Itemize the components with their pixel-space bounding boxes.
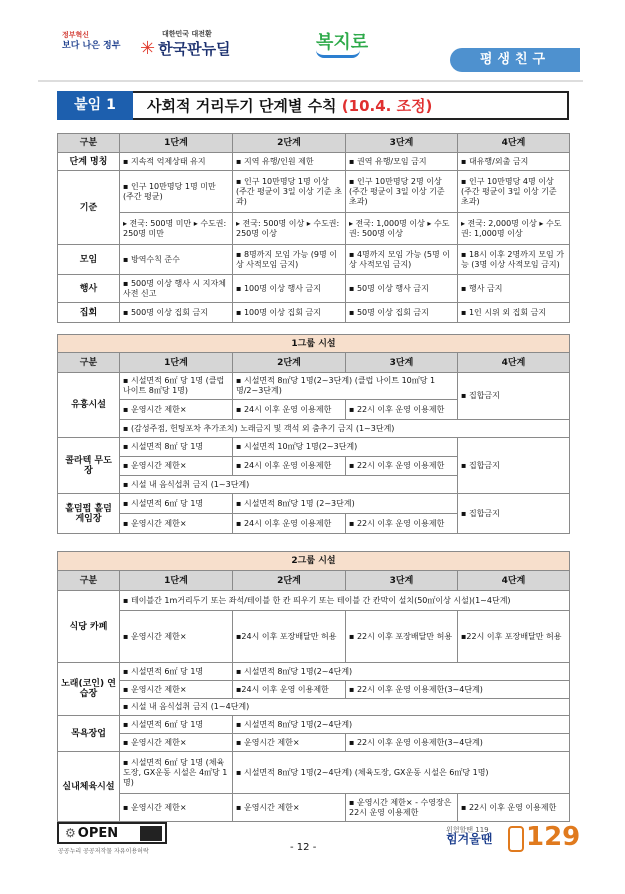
table-cell: ▪ 22시 이후 포장배달만 허용 — [346, 611, 458, 663]
row-label: 기준 — [58, 171, 120, 245]
table-cell: ▪ 시설면적 10㎡당 1명(2~3단계) — [233, 438, 458, 457]
license-type-icon — [140, 826, 162, 841]
section-tab: 평생친구 — [450, 48, 580, 72]
col-header: 3단계 — [346, 353, 458, 373]
table-cell: ▪ 8명까지 모임 가능 (9명 이상 사적모임 금지) — [233, 245, 346, 275]
page-title — [147, 95, 432, 118]
col-header: 4단계 — [458, 134, 570, 153]
col-header: 구분 — [58, 134, 120, 153]
open-gear-icon: ⚙ — [65, 826, 76, 840]
logo1-line1: 정부혁신 — [62, 31, 90, 39]
table-cell: ▪ 100명 이상 행사 금지 — [233, 275, 346, 303]
group-title: 1그룹 시설 — [58, 335, 570, 353]
hotline-text — [446, 826, 492, 844]
table-cell: ▪ 시설면적 6㎡ 당 1명 — [120, 494, 233, 514]
table-cell: ▪ 행사 금지 — [458, 275, 570, 303]
col-header: 구분 — [58, 353, 120, 373]
table-cell: ▪ 운영시간 제한× — [120, 400, 233, 420]
table-cell: ▪ 24시 이후 운영 이용제한 — [233, 400, 346, 420]
table-cell: ▪ 인구 10만명당 1명 이상 (주간 평균이 3일 이상 기준 초과) — [233, 171, 346, 213]
table-cell: ▪ 22시 이후 운영 이용제한 — [458, 794, 570, 822]
row-label: 식당 카페 — [58, 591, 120, 663]
row-label: 콜라텍 무도장 — [58, 438, 120, 494]
table-cell: ▪ 테이블간 1m거리두기 또는 좌석/테이블 한 칸 띄우기 또는 테이블 간 칸막이 설치(50㎡이상 시설)(1~4단계) — [120, 591, 570, 611]
open-license-caption: 공공누리 공공저작물 자유이용허락 — [58, 848, 149, 855]
table-cell: ▪ 인구 10만명당 1명 미만 (주간 평균) — [120, 171, 233, 213]
table-cell: ▸ 전국: 2,000명 이상 ▸ 수도권: 1,000명 이상 — [458, 213, 570, 245]
col-header: 2단계 — [233, 134, 346, 153]
group-title: 2그룹 시설 — [58, 552, 570, 571]
table-cell: ▪ 4명까지 모임 가능 (5명 이상 사적모임 금지) — [346, 245, 458, 275]
row-label: 단계 명칭 — [58, 153, 120, 171]
attachment-badge: 붙임 1 — [57, 91, 133, 120]
table-cell: ▪ 22시 이후 운영 이용제한(3~4단계) — [346, 734, 570, 752]
open-label: OPEN — [77, 826, 119, 841]
table-cell: ▪ 50명 이상 행사 금지 — [346, 275, 458, 303]
row-label: 홀덤펍 홀덤게임장 — [58, 494, 120, 534]
table-cell: ▪ 방역수칙 준수 — [120, 245, 233, 275]
table-cell: ▪ 인구 10만명당 2명 이상 (주간 평균이 3일 이상 기준 초과) — [346, 171, 458, 213]
logo2-name: 한국판뉴딜 — [158, 40, 231, 58]
new-deal-star-icon: ✳ — [140, 38, 156, 59]
table-cell: ▪ 집합금지 — [458, 494, 570, 534]
col-header: 1단계 — [120, 353, 233, 373]
table-cell: ▪ 시설면적 8㎡당 1명 (2~3단계) — [233, 494, 458, 514]
hotline-small: 위험할땐 119 — [446, 826, 489, 834]
col-header: 1단계 — [120, 571, 233, 591]
table-cell: ▪ 500명 이상 행사 시 지자체 사전 신고 — [120, 275, 233, 303]
table-cell: ▪ 운영시간 제한× — [233, 794, 346, 822]
table-cell: ▪ 시설면적 6㎡ 당 1명 (체육도장, GX운동 시설은 4㎡당 1명) — [120, 752, 233, 794]
col-header: 2단계 — [233, 571, 346, 591]
table-cell: ▪ 집합금지 — [458, 438, 570, 494]
row-label: 유흥시설 — [58, 373, 120, 438]
page-number: - 12 - — [290, 842, 317, 853]
logo1-line2: 보다 나은 정부 — [62, 41, 121, 51]
table-cell: ▪ (감성주점, 헌팅포차 추가조치) 노래금지 및 객석 외 춤추기 금지 (1~3단계) — [120, 420, 570, 438]
hotline-number: 129 — [526, 822, 581, 852]
col-header: 1단계 — [120, 134, 233, 153]
table-cell: ▸ 전국: 500명 이상 ▸ 수도권: 250명 이상 — [233, 213, 346, 245]
table-cell: ▪ 시설면적 8㎡당 1명(2~4단계) — [233, 716, 570, 734]
table-cell: ▪24시 이후 포장배달만 허용 — [233, 611, 346, 663]
open-license-logo — [57, 822, 167, 844]
col-header: 3단계 — [346, 134, 458, 153]
title-bar — [57, 91, 569, 120]
table-cell: ▪ 시설면적 6㎡ 당 1명 — [120, 716, 233, 734]
divider — [38, 80, 583, 82]
table-cell: ▪ 지역 유행/인원 제한 — [233, 153, 346, 171]
new-deal-logo — [140, 30, 231, 59]
table-cell: ▸ 전국: 500명 미만 ▸ 수도권: 250명 미만 — [120, 213, 233, 245]
row-label: 행사 — [58, 275, 120, 303]
table-cell: ▪ 운영시간 제한× — [120, 611, 233, 663]
table-cell: ▪ 50명 이상 집회 금지 — [346, 303, 458, 323]
page-header — [0, 0, 625, 80]
table-cell: ▪ 24시 이후 운영 이용제한 — [233, 457, 346, 476]
group1-table — [57, 334, 570, 534]
row-label: 노래(코인) 연습장 — [58, 663, 120, 716]
table-cell: ▪ 운영시간 제한× - 수영장은 22시 운영 이용제한 — [346, 794, 458, 822]
table-cell: ▪ 22시 이후 운영 이용제한 — [346, 400, 458, 420]
row-label: 모임 — [58, 245, 120, 275]
table-cell: ▪ 22시 이후 운영 이용제한(3~4단계) — [346, 681, 570, 699]
table-cell: ▪ 지속적 억제상태 유지 — [120, 153, 233, 171]
table-cell: ▪ 운영시간 제한× — [120, 457, 233, 476]
table-cell: ▪ 시설면적 6㎡ 당 1명 (클럽 나이트 8㎡당 1명) — [120, 373, 233, 400]
table-cell: ▪ 권역 유행/모임 금지 — [346, 153, 458, 171]
col-header: 2단계 — [233, 353, 346, 373]
group2-table — [57, 551, 570, 822]
table-cell: ▸ 전국: 1,000명 이상 ▸ 수도권: 500명 이상 — [346, 213, 458, 245]
row-label: 실내체육시설 — [58, 752, 120, 822]
gov-innovation-logo — [62, 30, 120, 52]
table-cell: ▪ 시설면적 8㎡당 1명(2~4단계) — [233, 663, 570, 681]
table-cell: ▪ 시설면적 8㎡당 1명(2~4단계) (체육도장, GX운동 시설은 6㎡당 1명) — [233, 752, 570, 794]
table-cell: ▪ 100명 이상 집회 금지 — [233, 303, 346, 323]
table-cell: ▪ 시설면적 8㎡당 1명(2~3단계) (클럽 나이트 10㎡당 1명/2~3단계) — [233, 373, 458, 400]
table-cell: ▪ 22시 이후 운영 이용제한 — [346, 457, 458, 476]
table-cell: ▪22시 이후 포장배달만 허용 — [458, 611, 570, 663]
table-cell: ▪ 인구 10만명당 4명 이상 (주간 평균이 3일 이상 기준 초과) — [458, 171, 570, 213]
table-cell: ▪ 시설면적 8㎡ 당 1명 — [120, 438, 233, 457]
col-header: 4단계 — [458, 353, 570, 373]
table-cell: ▪ 대유행/외출 금지 — [458, 153, 570, 171]
hotline-big: 힘겨울땐 — [446, 832, 493, 846]
table-cell: ▪ 운영시간 제한× — [233, 734, 346, 752]
col-header: 구분 — [58, 571, 120, 591]
phone-icon — [508, 826, 524, 852]
stage-criteria-table — [57, 133, 570, 323]
table-cell: ▪ 시설 내 음식섭취 금지 (1~3단계) — [120, 476, 458, 494]
bokjiro-logo — [316, 28, 368, 58]
table-cell: ▪ 18시 이후 2명까지 모임 가능 (3명 이상 사적모임 금지) — [458, 245, 570, 275]
logo2-small: 대한민국 대전환 — [162, 30, 212, 38]
title-main: 사회적 거리두기 단계별 수칙 — [147, 97, 337, 115]
table-cell: ▪ 집합금지 — [458, 373, 570, 420]
row-label: 목욕장업 — [58, 716, 120, 752]
table-cell: ▪ 운영시간 제한× — [120, 734, 233, 752]
table-cell: ▪ 500명 이상 집회 금지 — [120, 303, 233, 323]
col-header: 3단계 — [346, 571, 458, 591]
title-date: (10.4. 조정) — [341, 97, 433, 115]
table-cell: ▪ 시설면적 6㎡ 당 1명 — [120, 663, 233, 681]
table-cell: ▪ 24시 이후 운영 이용제한 — [233, 514, 346, 534]
col-header: 4단계 — [458, 571, 570, 591]
table-cell: ▪ 운영시간 제한× — [120, 514, 233, 534]
table-cell: ▪ 시설 내 음식섭취 금지 (1~4단계) — [120, 699, 570, 716]
table-cell: ▪ 운영시간 제한× — [120, 794, 233, 822]
table-cell: ▪ 운영시간 제한× — [120, 681, 233, 699]
table-cell: ▪ 1인 시위 외 집회 금지 — [458, 303, 570, 323]
logo3-name: 복지로 — [316, 32, 369, 53]
table-cell: ▪ 22시 이후 운영 이용제한 — [346, 514, 458, 534]
table-cell: ▪24시 이후 운영 이용제한 — [233, 681, 346, 699]
row-label: 집회 — [58, 303, 120, 323]
